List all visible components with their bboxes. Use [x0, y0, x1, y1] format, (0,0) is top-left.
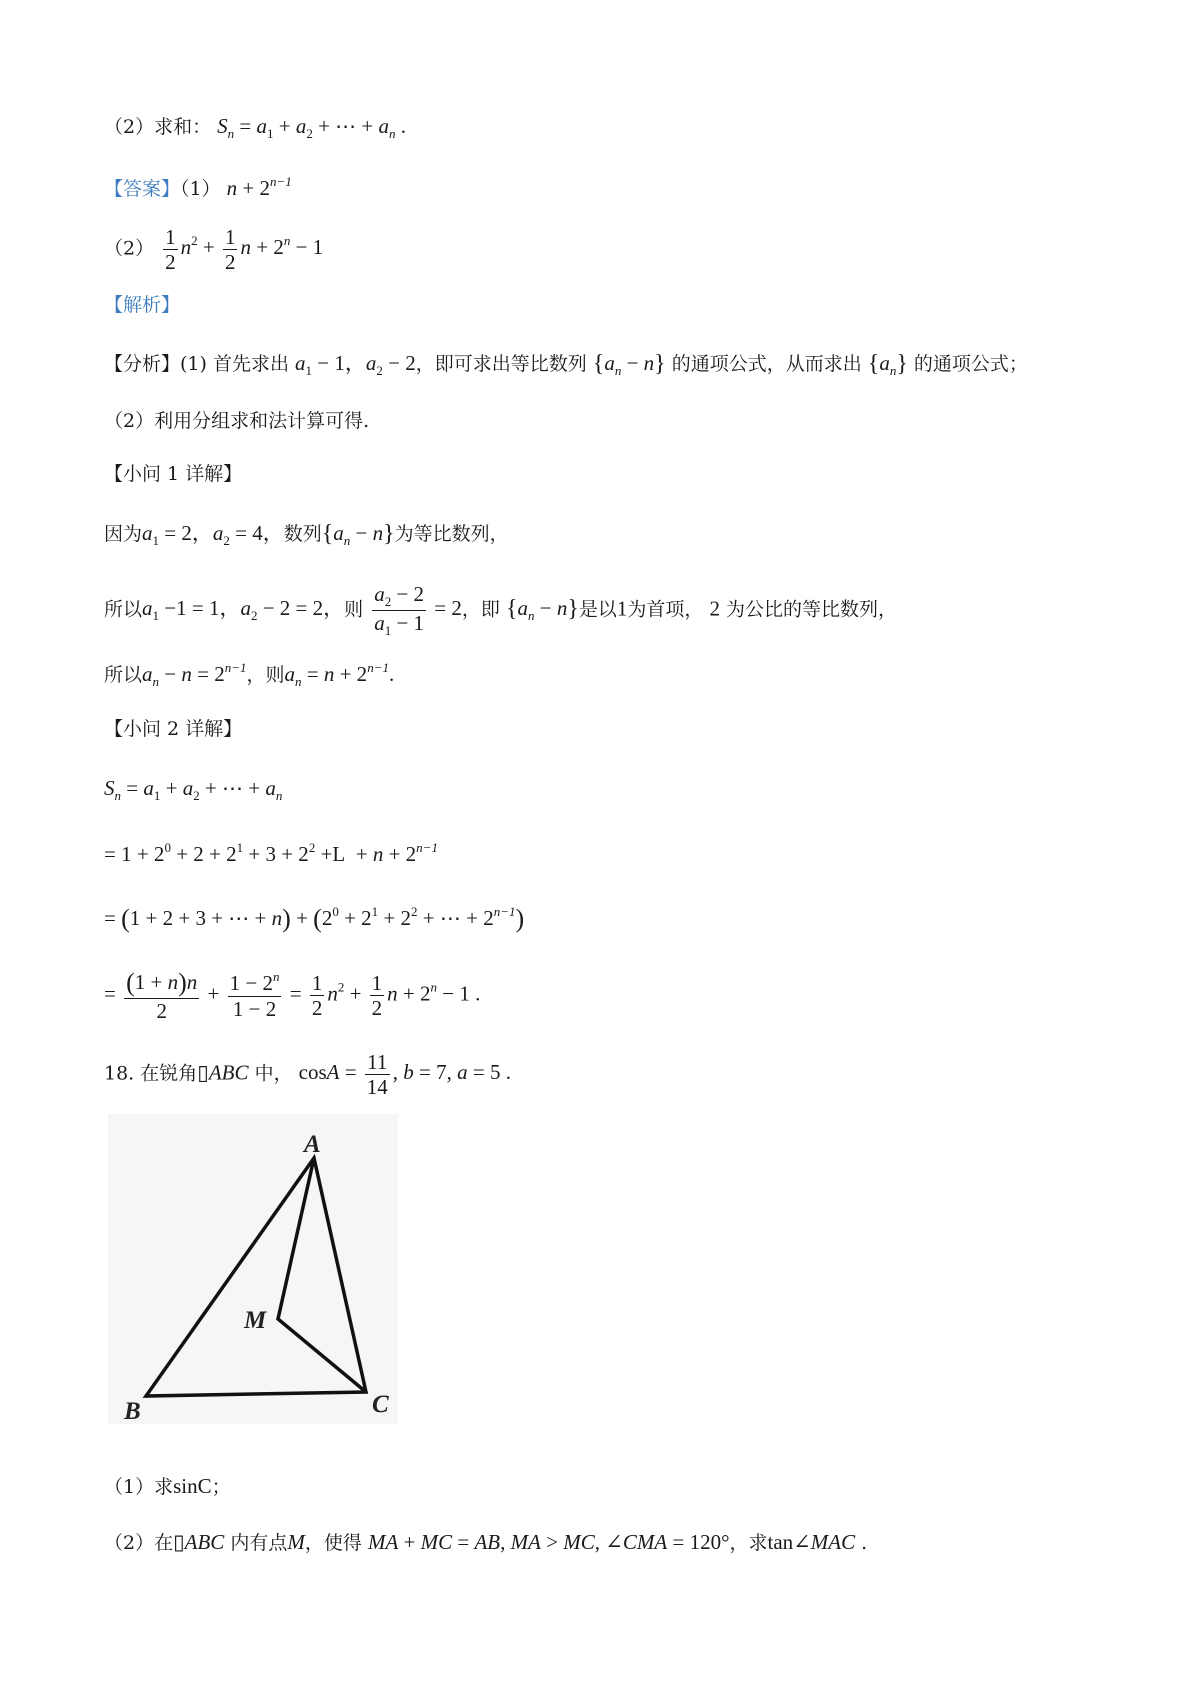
- q18-part2: （2）在▯ABC 内有点M，使得 MA + MC = AB, MA > MC, ∠CMA = 120°，求tan∠MAC .: [104, 1530, 868, 1554]
- sum-expression: $S_n = a_1 + a_2$ + ⋯ + $a_n$ .: [217, 114, 407, 141]
- sub1-line3: 所以$a_n - n = 2^{n-1}$，则$a_n = n + 2^{n-1}$.: [104, 660, 395, 689]
- sub1-line1: 因为$a_1 = 2$，$a_2 = 4$，数列$\{a_n - n\}$为等比数列，: [104, 521, 509, 548]
- analysis-tag: 【解析】: [104, 294, 181, 316]
- triangle-abc: [146, 1158, 366, 1396]
- triangle-figure: [108, 1114, 398, 1424]
- sub2-heading: 【小问 2 详解】: [104, 718, 243, 740]
- answer-line-1: 【答案】（1） $n + 2^{n-1}$: [104, 174, 292, 200]
- answer-1-value: $n + 2^{n-1}$: [226, 174, 292, 200]
- sub2-line3: = (1 + 2 + 3 + ⋯ + $n) + (2^0 + 2^1 + 2^2$ + ⋯ + $2^{n-1}$): [104, 904, 525, 933]
- answer-2-value: $\frac{1}{2}$ $n^2$ + $\frac{1}{2}$ $n + 2^n - 1$: [165, 225, 324, 275]
- label-b: B: [124, 1398, 141, 1424]
- q18-part1: （1）求sinC；: [104, 1474, 231, 1498]
- sub2-line4: = $\frac{(1 + n)n}{2}$ + $\frac{1 - 2^n}{1 - 2}$ = $\frac{1}{2}$ $n^2$ + $\frac{1}{2}$ $n + 2^n - 1$ .: [104, 968, 481, 1023]
- part2-question: （2）求和： $S_n = a_1 + a_2$ + ⋯ + $a_n$ .: [104, 114, 407, 141]
- sub2-line1: $S_n = a_1 + a_2$ + ⋯ + $a_n$: [104, 776, 283, 803]
- sub1-heading: 【小问 1 详解】: [104, 463, 243, 485]
- label-c: C: [372, 1391, 389, 1418]
- sub2-line2: = $1 + 2^0 + 2 + 2^1 + 3 + 2^2 +L + n + 2^{n-1}$: [104, 840, 438, 866]
- fenxi-line: 【分析】(1) 首先求出 $a_1 - 1$，$a_2 - 2$，即可求出等比数列 $\{a_n - n\}$ 的通项公式，从而求出 $\{a_n\}$ 的通项公式；: [104, 351, 1028, 378]
- label-m: M: [244, 1307, 267, 1334]
- label-a: A: [304, 1131, 321, 1158]
- sub1-line2: 所以$a_1 -1 = 1$，$a_2 - 2 = 2$，则 $\frac{a_2 - 2}{a_1 - 1}$ = 2，即 $\{a_n - n\}$是以1为首项， 2 为公比的等比数列，: [104, 582, 897, 638]
- fenxi-part2: （2）利用分组求和法计算可得.: [104, 410, 370, 432]
- triangle-diagram: [108, 1114, 398, 1424]
- answer-line-2: （2） $\frac{1}{2}$ $n^2$ + $\frac{1}{2}$ $n + 2^n - 1$: [104, 225, 324, 275]
- q18-line: 18. 在锐角▯ABC 中， cosA = $\frac{11}{14}$ , b = 7, a = 5 .: [104, 1050, 511, 1100]
- answer-tag: 【答案】: [104, 178, 181, 200]
